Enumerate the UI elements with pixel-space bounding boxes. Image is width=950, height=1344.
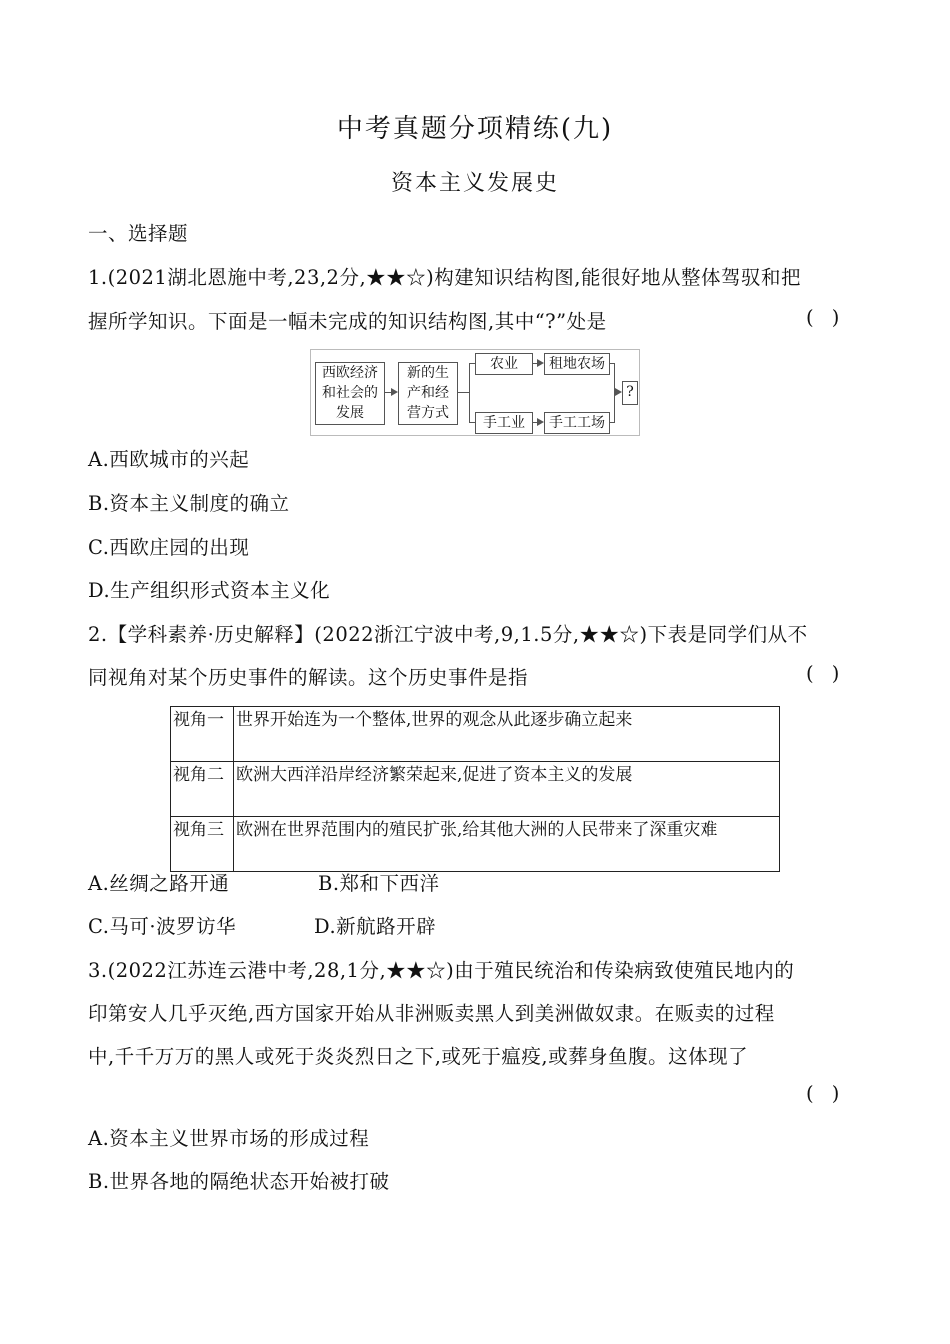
q1-stem-line2: 握所学知识。下面是一幅未完成的知识结构图,其中“?”处是 bbox=[88, 310, 607, 333]
q2-option-d: D.新航路开辟 bbox=[314, 915, 437, 938]
section-heading: 一、选择题 bbox=[88, 222, 189, 245]
q3-stem-line1: 3.(2022江苏连云港中考,28,1分,★★☆)由于殖民统治和传染病致使殖民地内的 bbox=[88, 959, 795, 982]
q2-answer-blank: ( ) bbox=[806, 662, 846, 685]
table-cell-view: 视角一 bbox=[171, 707, 234, 762]
q1-answer-blank: ( ) bbox=[806, 306, 846, 329]
diagram-box-new-production bbox=[398, 362, 458, 425]
table-row bbox=[171, 817, 780, 872]
diagram-box-tenant-farm: 租地农场 bbox=[544, 353, 610, 375]
arrow-icon bbox=[537, 418, 544, 426]
table-row bbox=[171, 707, 780, 762]
arrow-icon bbox=[537, 359, 544, 367]
q1-stem-line1: 1.(2021湖北恩施中考,23,2分,★★☆)构建知识结构图,能很好地从整体驾驭和把 bbox=[88, 266, 801, 289]
q3-option-a: A.资本主义世界市场的形成过程 bbox=[88, 1127, 370, 1150]
q1-option-d: D.生产组织形式资本主义化 bbox=[88, 579, 331, 602]
connector-line bbox=[469, 363, 470, 423]
table-cell-view: 视角二 bbox=[171, 762, 234, 817]
q3-answer-blank: ( ) bbox=[806, 1082, 846, 1105]
table-cell-view: 视角三 bbox=[171, 817, 234, 872]
q1-option-b: B.资本主义制度的确立 bbox=[88, 492, 290, 515]
diagram-box-handicraft: 手工业 bbox=[475, 412, 533, 434]
diagram-box-line: 西欧经济 bbox=[322, 365, 378, 381]
q2-stem-line2: 同视角对某个历史事件的解读。这个历史事件是指 bbox=[88, 666, 529, 689]
q2-perspective-table bbox=[170, 706, 780, 872]
diagram-box-line: 发展 bbox=[336, 405, 364, 421]
page-title: 中考真题分项精练(九) bbox=[336, 114, 614, 144]
q1-option-c: C.西欧庄园的出现 bbox=[88, 536, 250, 559]
table-row bbox=[171, 762, 780, 817]
diagram-box-line: 产和经 bbox=[407, 385, 449, 401]
diagram-box-line: 营方式 bbox=[407, 405, 449, 421]
page-subtitle: 资本主义发展史 bbox=[390, 171, 559, 196]
diagram-box-question: ? bbox=[622, 381, 638, 405]
table-cell-text: 欧洲大西洋沿岸经济繁荣起来,促进了资本主义的发展 bbox=[234, 762, 780, 817]
diagram-box-line: 和社会的 bbox=[322, 385, 378, 401]
q3-stem-line3: 中,千千万万的黑人或死于炎炎烈日之下,或死于瘟疫,或葬身鱼腹。这体现了 bbox=[88, 1045, 749, 1068]
q3-option-b: B.世界各地的隔绝状态开始被打破 bbox=[88, 1170, 390, 1193]
diagram-box-workshop: 手工工场 bbox=[544, 412, 610, 434]
connector-line bbox=[457, 392, 469, 393]
q1-option-a: A.西欧城市的兴起 bbox=[88, 448, 250, 471]
arrow-icon bbox=[391, 388, 398, 396]
q2-option-a: A.丝绸之路开通 bbox=[88, 872, 230, 895]
table-cell-text: 欧洲在世界范围内的殖民扩张,给其他大洲的人民带来了深重灾难 bbox=[234, 817, 780, 872]
q3-stem-line2: 印第安人几乎灭绝,西方国家开始从非洲贩卖黑人到美洲做奴隶。在贩卖的过程 bbox=[88, 1002, 775, 1025]
q2-stem-line1: 2.【学科素养·历史解释】(2022浙江宁波中考,9,1.5分,★★☆)下表是同学们从不 bbox=[88, 623, 808, 646]
table-cell-text: 世界开始连为一个整体,世界的观念从此逐步确立起来 bbox=[234, 707, 780, 762]
diagram-box-development bbox=[315, 362, 385, 425]
q1-knowledge-diagram bbox=[310, 349, 640, 436]
arrow-icon bbox=[615, 388, 622, 396]
q2-option-b: B.郑和下西洋 bbox=[318, 872, 440, 895]
diagram-box-agriculture: 农业 bbox=[475, 353, 533, 375]
q2-option-c: C.马可·波罗访华 bbox=[88, 915, 237, 938]
diagram-box-line: 新的生 bbox=[407, 365, 449, 381]
